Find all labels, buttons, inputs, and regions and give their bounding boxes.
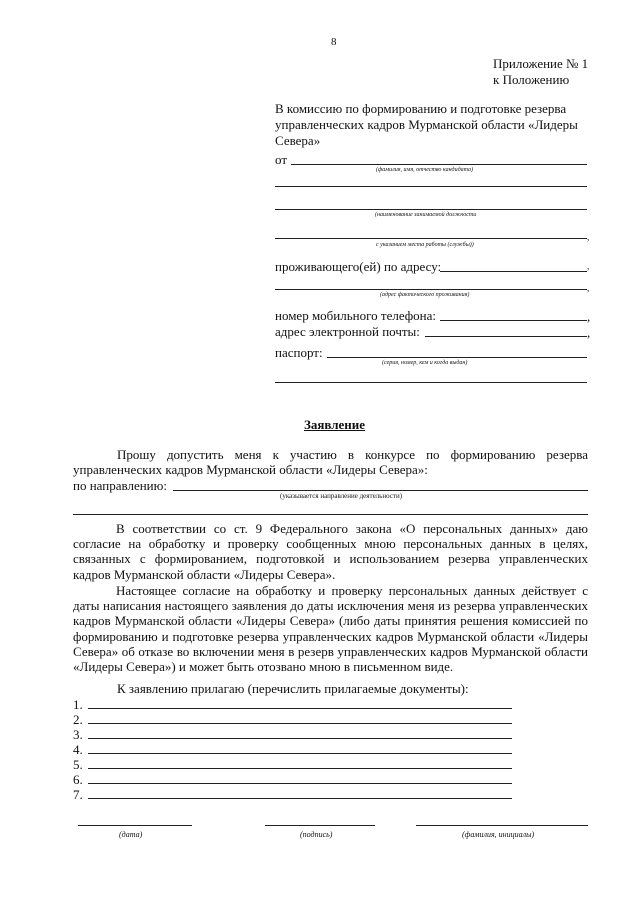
consent-paragraph: В соответствии со ст. 9 Федерального закона «О персональных данных» даю согласие на обработку и проверку сообщенных мною персональных данных в целях, связанных с формированием, подготовкой и использованием резерва управленческих кадров Мурманской области «Лидеры Севера». (73, 521, 588, 582)
passport-line-2[interactable] (275, 382, 587, 383)
attachment-number: 7. (73, 787, 83, 802)
phone-label: номер мобильного телефона: (275, 308, 437, 323)
position-line[interactable] (275, 209, 587, 210)
passport-label: паспорт: (275, 345, 323, 360)
comma: , (587, 309, 591, 324)
attachment-number: 3. (73, 727, 83, 742)
attachment-line[interactable] (88, 798, 512, 799)
validity-paragraph: Настоящее согласие на обработку и проверку персональных данных действует с даты написания настоящего заявления до даты исключения меня из резерва управленческих кадров Мурманской области «Лидеры Севера» (либо даты принятия решения комиссией по формированию и подготовке резерва управленческих кадров Мурманской области «Лидеры Севера» об отказе во включении меня в резерв управленческих кадров Мурманской области «Лидеры Севера») и может быть отозвано мною в письменном виде. (73, 583, 588, 675)
attachment-line[interactable] (88, 783, 512, 784)
direction-input[interactable] (173, 490, 588, 491)
from-hint: (фамилия, имя, отчество кандидата) (376, 167, 474, 173)
phone-input[interactable] (440, 320, 587, 321)
attachment-line[interactable] (88, 708, 512, 709)
residence-label: проживающего(ей) по адресу: (275, 259, 442, 274)
addressee-line2: управленческих кадров Мурманской области «Лидеры (275, 117, 578, 132)
comma: , (587, 325, 591, 340)
blank-line[interactable] (275, 186, 587, 187)
attachment-number: 4. (73, 742, 83, 757)
address-hint: (адрес фактического проживания) (380, 292, 470, 298)
request-line2: управленческих кадров Мурманской области «Лидеры Севера»: (73, 462, 428, 477)
direction-line-2[interactable] (73, 514, 588, 515)
comma: , (587, 283, 590, 293)
comma: , (587, 261, 590, 271)
attachment-line[interactable] (88, 753, 512, 754)
name-line[interactable] (416, 825, 588, 826)
signature-line[interactable] (265, 825, 375, 826)
attachment-number: 6. (73, 772, 83, 787)
direction-hint: (указывается направление деятельности) (280, 492, 403, 500)
appendix-line1: Приложение № 1 (493, 56, 589, 71)
appendix-line2: к Положению (493, 72, 570, 87)
attachments-intro: К заявлению прилагаю (перечислить прилагаемые документы): (117, 681, 469, 696)
date-line[interactable] (78, 825, 192, 826)
from-label: от (275, 152, 288, 167)
addressee-line3: Севера» (275, 133, 321, 148)
comma: , (587, 232, 590, 242)
workplace-hint: с указанием места работы (службы)) (376, 242, 474, 248)
from-line[interactable] (291, 164, 587, 165)
address-line[interactable] (275, 289, 587, 290)
attachment-line[interactable] (88, 738, 512, 739)
passport-hint: (серия, номер, кем и когда выдан) (382, 360, 468, 366)
date-hint: (дата) (119, 830, 143, 839)
request-line1: Прошу допустить меня к участию в конкурсе по формированию резерва (117, 447, 588, 462)
attachment-line[interactable] (88, 723, 512, 724)
addressee-line1: В комиссию по формированию и подготовке резерва (275, 101, 567, 116)
workplace-line[interactable] (275, 238, 587, 239)
signature-hint: (подпись) (300, 830, 333, 839)
attachment-line[interactable] (88, 768, 512, 769)
attachment-number: 5. (73, 757, 83, 772)
residence-line[interactable] (440, 271, 587, 272)
attachment-number: 1. (73, 697, 83, 712)
passport-input[interactable] (327, 357, 587, 358)
name-hint: (фамилия, инициалы) (462, 830, 535, 839)
direction-label: по направлению: (73, 478, 167, 493)
position-hint: (наименование занимаемой должности (375, 212, 477, 218)
attachment-number: 2. (73, 712, 83, 727)
page-number: 8 (331, 36, 337, 48)
email-label: адрес электронной почты: (275, 324, 420, 339)
email-input[interactable] (425, 336, 587, 337)
document-title: Заявление (304, 417, 366, 432)
